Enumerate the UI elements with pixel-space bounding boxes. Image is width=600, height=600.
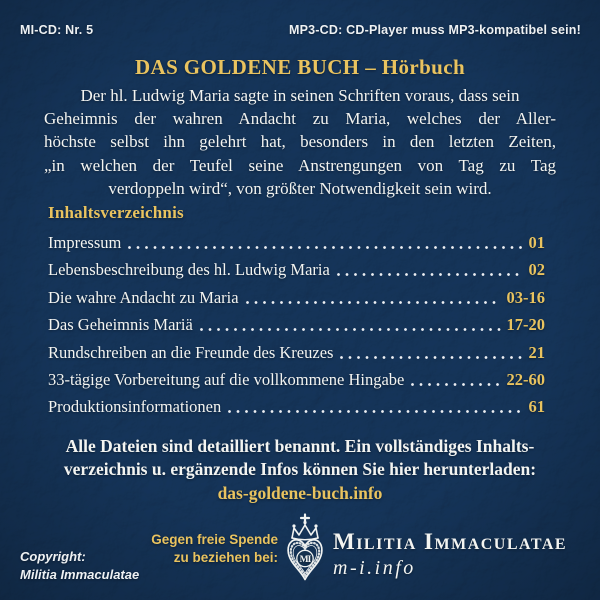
toc-item-pages: 03-16 [506,287,545,307]
toc-item-pages: 22-60 [506,369,545,389]
download-note [0,435,600,505]
toc-row [48,315,545,335]
intro-line: höchste selbst ihn gelehrt hat, besonders in den letzten Zeiten, [44,132,556,152]
toc-row [48,343,545,363]
mp3-compatibility-label: MP3-CD: CD-Player muss MP3-kompatibel sein! [289,23,581,37]
toc-leader-dots [228,410,522,413]
intro-paragraph [44,84,556,200]
organization-name: Militia Immaculatae [333,529,568,554]
toc-leader-dots [246,301,501,304]
toc-heading: Inhaltsverzeichnis [48,203,184,222]
toc-item-pages: 02 [528,260,545,280]
toc-item-label: Lebensbeschreibung des hl. Ludwig Maria [48,260,330,280]
page-title: DAS GOLDENE BUCH – Hörbuch [134,55,466,79]
toc-row [48,260,545,280]
toc-row [48,370,545,390]
toc-leader-dots [411,383,500,386]
copyright-line: Copyright: [20,549,86,564]
toc-item-pages: 21 [528,342,545,362]
toc-item-label: Rundschreiben an die Freunde des Kreuzes [48,342,334,362]
intro-line: Geheimnis der wahren Andacht zu Maria, welches der Aller- [44,109,556,129]
toc-row [48,288,545,308]
intro-line: „in welchen der Teufel seine Anstrengungen von Tag zu Tag [44,155,556,175]
copyright-line: Militia Immaculatae [20,566,140,582]
mi-monogram: MI [299,555,311,565]
toc-item-label: Das Geheimnis Mariä [48,315,193,335]
toc-item-label: 33-tägige Vorbereitung auf die vollkommene Hingabe [48,369,405,389]
download-note-line: Alle Dateien sind detailliert benannt. Ein vollständiges Inhalts- [65,436,535,456]
intro-line: verdoppeln wird“, von größter Notwendigkeit sein wird. [108,178,492,198]
toc-item-pages: 17-20 [506,315,545,335]
toc-item-label: Impressum [48,233,122,252]
toc-item-pages: 61 [528,397,545,417]
crown-icon [292,521,318,540]
table-of-contents [48,203,545,425]
order-info-label [0,531,278,567]
toc-item-label: Produktionsinformationen [48,397,222,417]
mi-crest-logo [282,513,328,591]
toc-leader-dots [128,246,522,249]
order-info-line: zu beziehen bei: [173,550,278,565]
organization-block [333,529,567,580]
organization-website-link[interactable]: m-i.info [333,557,416,579]
toc-item-label: Die wahre Andacht zu Maria [48,287,239,307]
cd-number-label: MI-CD: Nr. 5 [20,23,94,37]
toc-item-pages: 01 [528,233,545,252]
toc-leader-dots [337,273,523,276]
top-info-bar [20,23,581,37]
intro-line: Der hl. Ludwig Maria sagte in seinen Schriften voraus, dass sein [80,86,520,105]
toc-leader-dots [340,356,522,359]
order-info-line: Gegen freie Spende [151,532,278,547]
download-note-line: verzeichnis u. ergänzende Infos können Sie hier herunterladen: [63,459,537,480]
toc-row [48,233,545,253]
toc-row [48,397,545,417]
download-url-link[interactable]: das-goldene-buch.info [217,482,383,503]
toc-leader-dots [200,328,501,331]
